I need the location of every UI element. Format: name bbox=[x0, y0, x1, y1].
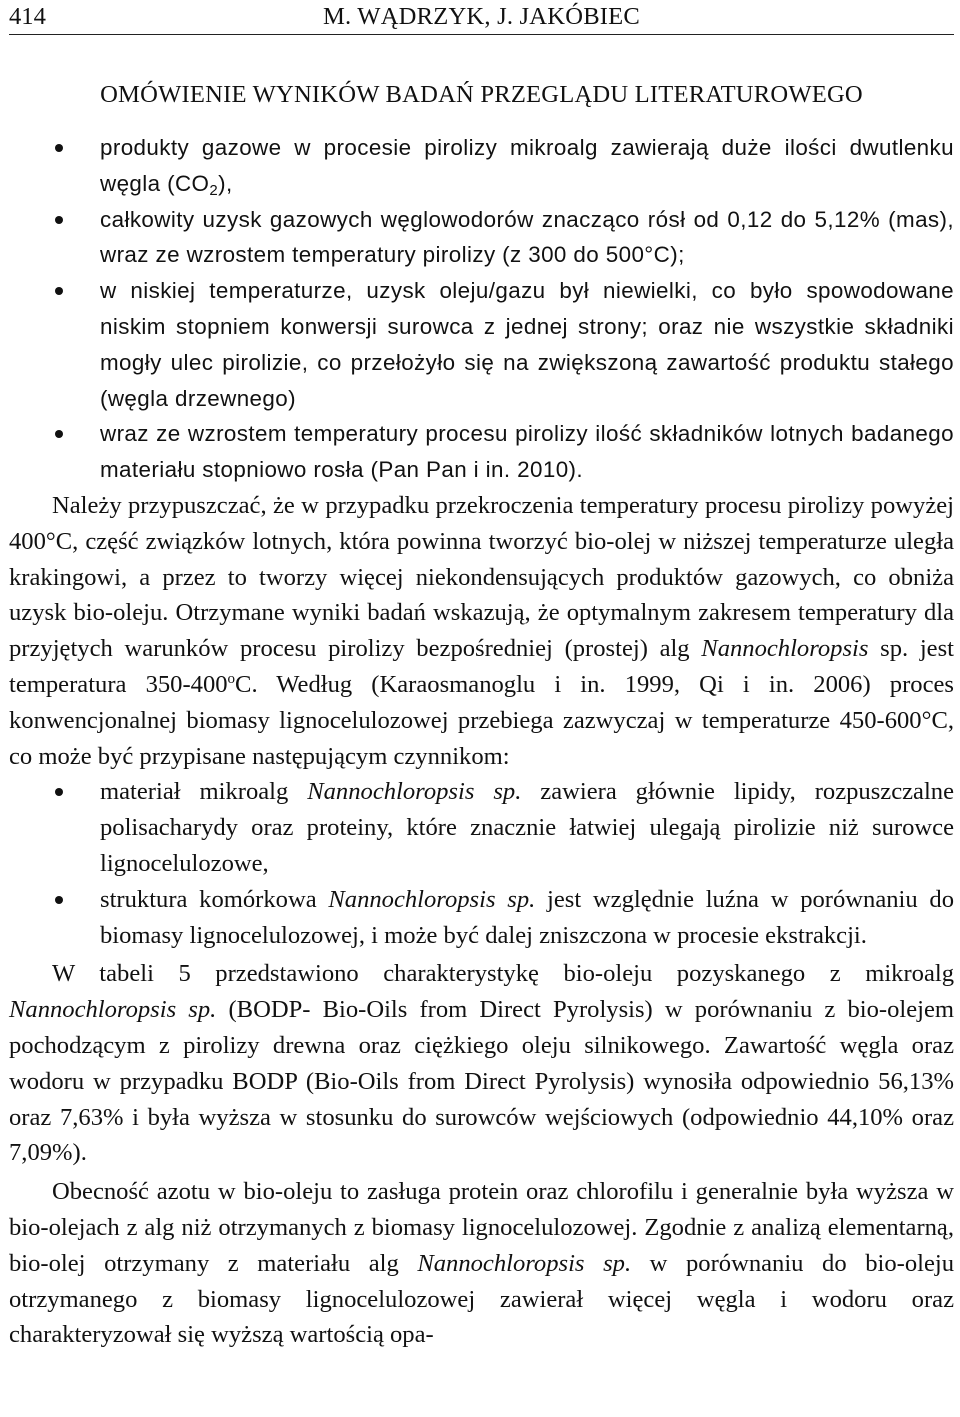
page-header bbox=[9, 0, 954, 35]
list-item: produkty gazowe w procesie pirolizy mikroalg zawierają duże ilości dwutlenku węgla $(CO_2)$, bbox=[9, 130, 954, 202]
list-item: struktura komórkowa Nannochloropsis sp. jest względnie luźna w porównaniu do biomasy lignocelulozowej, i może być dalej zniszczona w procesie ekstrakcji. bbox=[9, 882, 954, 954]
bullet-icon bbox=[55, 216, 63, 224]
findings-list bbox=[9, 130, 954, 488]
bullet-icon bbox=[55, 287, 63, 295]
bullet-icon bbox=[55, 430, 63, 438]
paragraph: Obecność azotu w bio-oleju to zasługa protein oraz chlorofilu i generalnie była wyższa w bio-olejach z alg niż otrzymanych z biomasy lignocelulozowej. Zgodnie z analizą elementarną, bio-olej otrzymany z materiału alg Nannochloropsis sp. w porównaniu do bio-oleju otrzymanego z biomasy lignocelulozowej zawierał więcej węgla i wodoru oraz charakteryzował się wyższą wartością opa- bbox=[9, 1178, 954, 1349]
list-item: całkowity uzysk gazowych węglowodorów znacząco rósł od 0,12 do 5,12% (mas), wraz ze wzrostem temperatury pirolizy (z 300 do 500°C); bbox=[9, 202, 954, 274]
section-title: OMÓWIENIE WYNIKÓW BADAŃ PRZEGLĄDU LITERATUROWEGO bbox=[100, 81, 863, 108]
paragraph: W tabeli 5 przedstawiono charakterystykę bio-oleju pozyskanego z mikroalg Nannochloropsis sp. (BODP- Bio-Oils from Direct Pyrolysis) w porównaniu z bio-olejem pochodzącym z pirolizy drewna oraz ciężkiego oleju silnikowego. Zawartość węgla oraz wodoru w przypadku BODP (Bio-Oils from Direct Pyrolysis) wynosiła odpowiednio 56,13% oraz 7,63% i była wyższa w stosunku do surowców wejściowych (odpowiednio 44,10% oraz 7,09%). bbox=[9, 960, 955, 1167]
list-item: materiał mikroalg Nannochloropsis sp. zawiera głównie lipidy, rozpuszczalne polisacharydy oraz proteiny, które znacznie łatwiej ulegają pirolizie niż surowce lignocelulozowe, bbox=[9, 774, 954, 881]
paragraph: Należy przypuszczać, że w przypadku przekroczenia temperatury procesu pirolizy powyżej 400°C, część związków lotnych, która powinna tworzyć bio-olej w niższej temperaturze uległa krakingowi, a przez to tworzy więcej niekondensujących produktów gazowych, co obniża uzysk bio-oleju. Otrzymane wyniki badań wskazują, że optymalnym zakresem temperatury dla przyjętych warunków procesu pirolizy bezpośredniej (prostej) alg Nannochloropsis sp. jest temperatura 350-400$^o$C. Według (Karaosmanoglu i in. 1999, Qi i in. 2006) proces konwencjonalnej biomasy lignocelulozowej przebiega zazwyczaj w temperaturze 450-600°C, co może być przypisane następującym czynnikom: bbox=[9, 491, 955, 770]
document-page bbox=[9, 0, 954, 1353]
list-item: wraz ze wzrostem temperatury procesu pirolizy ilość składników lotnych badanego materiału stopniowo rosła (Pan Pan i in. 2010). bbox=[9, 416, 954, 488]
list-item: w niskiej temperaturze, uzysk oleju/gazu był niewielki, co było spowodowane niskim stopniem konwersji surowca z jednej strony; oraz nie wszystkie składniki mogły ulec pirolizie, co przełożyło się na zwiększoną zawartość produktu stałego (węgla drzewnego) bbox=[9, 273, 954, 416]
running-title: M. WĄDRZYK, J. JAKÓBIEC bbox=[322, 3, 641, 30]
page-number: 414 bbox=[9, 3, 46, 30]
bullet-icon bbox=[55, 144, 63, 152]
factors-list bbox=[9, 774, 954, 953]
bullet-icon bbox=[55, 788, 63, 796]
bullet-icon bbox=[55, 896, 63, 904]
